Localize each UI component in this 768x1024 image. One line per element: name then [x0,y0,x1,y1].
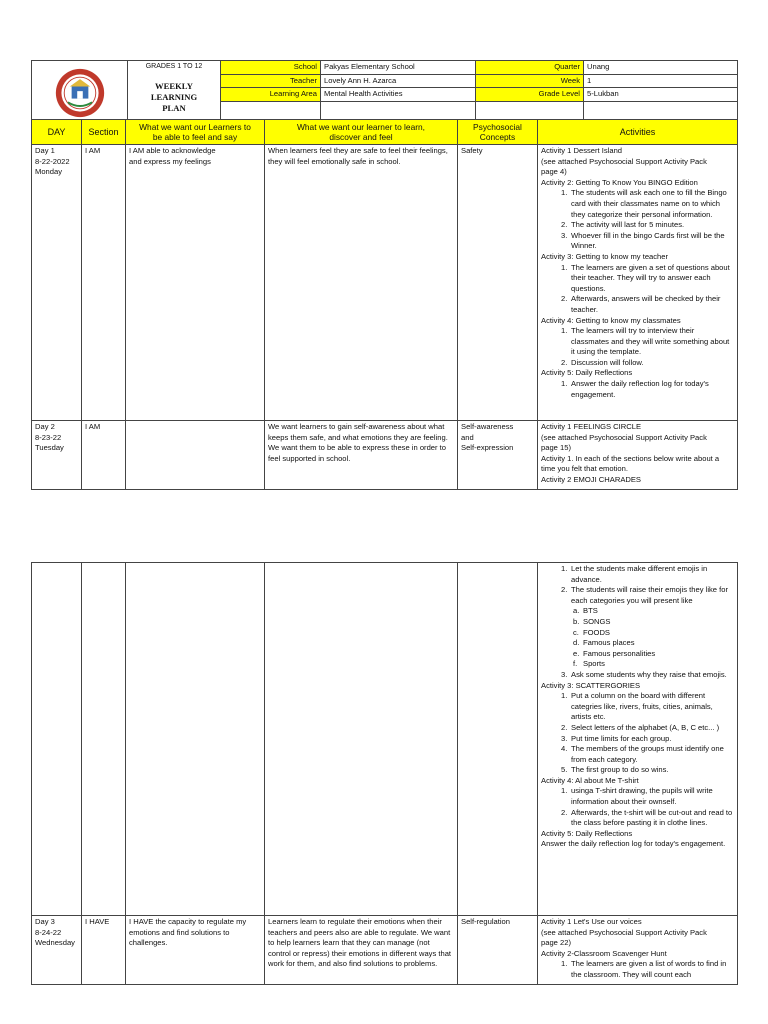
day2-cont-feel [126,563,265,916]
day2-cont-day-cell [32,563,82,916]
col-learn-line1: What we want our learner to learn, [296,122,425,132]
grades-label: GRADES 1 TO 12 [145,63,203,70]
day3-activity2-title: Activity 2-Classroom Scavenger Hunt [541,948,667,958]
col-psychosocial [458,120,538,145]
day1-activity4-title: Activity 4: Getting to know my classmates [541,315,681,325]
col-psych-line2: Concepts [479,132,516,142]
day1-concept: Safety [458,145,538,421]
day2-section: I AM [82,421,126,490]
day2-learn: We want learners to gain self-awareness about what keeps them safe, and what emotions they are feeling. We want them to be able to express these in order to feel supported in school. [265,421,458,490]
col-section: Section [82,120,126,145]
list-item: 1. The students will ask each one to fill the Bingo card with their classmates name on to which they categorize their personal information. [561,188,727,219]
list-item: 1. The learners will try to interview their classmates and they will write something about it using the template. [561,326,730,357]
plan-body-table [31,119,738,490]
day2-day-cell [32,421,82,490]
day1-activity2-title: Activity 2: Getting To Know You BINGO Edition [541,177,698,187]
plan-body-table-continued [31,562,738,985]
school-label: School [221,61,321,75]
day3-section: I HAVE [82,916,126,985]
list-item: 2. The activity will last for 5 minutes. [561,220,685,230]
list-item: 2. Discussion will follow. [561,357,644,367]
column-header-row [32,120,738,145]
day3-label: Day 3 [35,917,55,926]
day1-weekday: Monday [35,167,63,177]
list-item: 4. The members of the groups must identify one from each category. [561,744,724,764]
list-item: b. SONGS [573,616,611,626]
day3-activity1-title: Activity 1 Let's Use our voices [541,917,642,926]
school-value: Pakyas Elementary School [321,61,476,75]
table-row [32,145,738,421]
day1-section: I AM [82,145,126,421]
list-item: 2. Afterwards, the t-shirt will be cut-out and read to the class before pasting it in clothe lines. [561,807,733,828]
day3-learn: Learners learn to regulate their emotions when their teachers and peers also are able to regulate. We want to help learners learn that they can manage (not control or repress) their emotions in different ways that work for them, and also find solutions to problems. [265,916,458,985]
day2-concept-line2: and [461,432,474,442]
list-item: 1. The learners are given a set of questions about their teacher. They will try to answer each questions. [561,262,730,293]
learning-area-value: Mental Health Activities [321,88,476,102]
col-activities: Activities [538,120,738,145]
school-seal-icon [49,67,111,119]
col-feel [126,120,265,145]
day3-weekday: Wednesday [35,938,75,948]
learning-area-label: Learning Area [221,88,321,102]
grade-level-value: 5-Lukban [584,88,738,102]
col-psych-line1: Psychosocial [473,122,522,132]
week-value: 1 [584,74,738,88]
day2-concept-line1: Self-awareness [461,422,514,431]
week-label: Week [476,74,584,88]
day2-concept [458,421,538,490]
table-row [32,563,738,916]
list-item: a. BTS [573,606,598,616]
day1-feel-line2: and express my feelings [129,156,211,166]
day2-concept-line3: Self-expression [461,443,514,453]
list-item: f. Sports [573,659,605,669]
list-item: 3. Ask some students why they raise that emojis. [561,669,727,679]
list-item: 2. Afterwards, answers will be checked by their teacher. [561,294,721,314]
col-feel-line1: What we want our Learners to [139,122,251,132]
day2-activity4-title: Activity 4: Al about Me T-shirt [541,775,639,785]
day1-activity1-title: Activity 1 Dessert Island [541,146,623,155]
table-row [32,421,738,490]
grade-level-label: Grade Level [476,88,584,102]
day2-activity1-text: Activity 1. In each of the sections below write about a time you felt that emotion. [541,453,720,474]
day1-activity1-page: page 4) [541,167,567,177]
col-feel-line2: be able to feel and say [152,132,238,142]
day1-activity1-note: (see attached Psychosocial Support Activity Pack [541,156,707,166]
plan-title-plan: PLAN [162,102,186,113]
day2-cont-concept [458,563,538,916]
list-item: 5. The first group to do so wins. [561,765,669,775]
list-item: 1. Put a column on the board with different categries like, rivers, fruits, cities, animals, artists etc. [561,691,713,722]
header-block [31,60,737,118]
day1-activities [538,145,738,421]
list-item: 1. Let the students make different emojis in advance. [561,564,708,584]
day1-feel [126,145,265,421]
list-item: d. Famous places [573,638,635,648]
day1-learn: When learners feel they are safe to feel their feelings, they will feel emotionally safe in school. [265,145,458,421]
table-row [32,916,738,985]
plan-title-learning: LEARNING [150,91,198,102]
list-item: 1. The learners are given a list of words to find in the classroom. They will count each [561,959,727,979]
day1-day-cell [32,145,82,421]
day2-activity1-title: Activity 1 FEELINGS CIRCLE [541,422,642,431]
day2-activity1-note: (see attached Psychosocial Support Activity Pack [541,432,707,442]
day3-day-cell [32,916,82,985]
day2-date: 8-23-22 [35,432,62,442]
day2-activity5-text: Answer the daily reflection log for today's engagement. [541,839,726,849]
teacher-value: Lovely Ann H. Azarca [321,74,476,88]
day2-feel [126,421,265,490]
day3-feel: I HAVE the capacity to regulate my emotions and find solutions to challenges. [126,916,265,985]
day3-date: 8-24-22 [35,927,62,937]
list-item: e. Famous personalities [573,648,656,658]
list-item: 3. Whoever fill in the bingo Cards first will be the Winner. [561,230,725,251]
day3-activities [538,916,738,985]
col-day: DAY [32,120,82,145]
day3-activity1-page: page 22) [541,938,571,948]
list-item: c. FOODS [573,627,611,637]
day2-cont-learn [265,563,458,916]
day2-cont-activities [538,563,738,916]
plan-title-weekly: WEEKLY [155,80,193,91]
day2-activities [538,421,738,490]
day3-concept: Self-regulation [458,916,538,985]
day3-activity1-note: (see attached Psychosocial Support Activity Pack [541,927,707,937]
day1-feel-line1: I AM able to acknowledge [129,146,216,155]
list-item: 2. The students will raise their emojis they like for each categories you will present like [561,585,728,605]
quarter-label: Quarter [476,61,584,75]
day2-activity3-title: Activity 3: SCATTERGORIES [541,680,641,690]
day2-cont-section [82,563,126,916]
day2-activity1-page: page 15) [541,443,571,453]
list-item: 2. Select letters of the alphabet (A, B, C etc... ) [561,722,720,732]
list-item: 1. usinga T-shirt drawing, the pupils will write information about their ownself. [561,786,713,807]
day1-date: 8-22-2022 [35,156,70,166]
list-item: 3. Put time limits for each group. [561,733,672,743]
day1-activity3-title: Activity 3: Getting to know my teacher [541,251,669,261]
day1-activity5-title: Activity 5: Daily Reflections [541,368,633,378]
day2-activity2-title: Activity 2 EMOJI CHARADES [541,474,642,484]
col-learn [265,120,458,145]
day2-activity5-title: Activity 5: Daily Reflections [541,828,633,838]
day2-weekday: Tuesday [35,443,64,453]
col-learn-line2: discover and feel [329,132,393,142]
quarter-value: Unang [584,61,738,75]
list-item: 1. Answer the daily reflection log for today's engagement. [561,379,709,399]
teacher-label: Teacher [221,74,321,88]
day1-label: Day 1 [35,146,55,155]
day2-label: Day 2 [35,422,55,431]
